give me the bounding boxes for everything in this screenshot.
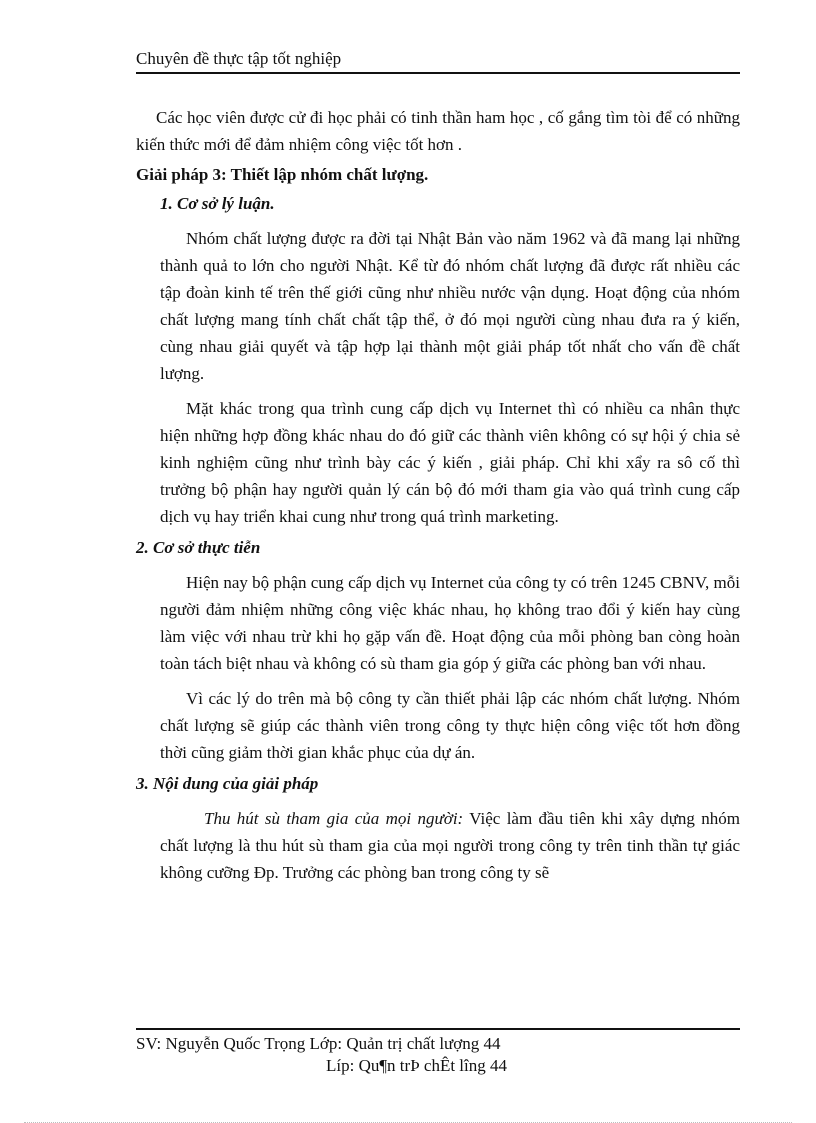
section1-paragraph-1: Nhóm chất lượng được ra đời tại Nhật Bản vào năm 1962 và đã mang lại những thành quả to lớn cho người Nhật. Kể từ đó nhóm chất lượng đã được rất nhiều các tập đoàn kinh tế trên thế giới cũng như nhiều nước vận dụng. Hoạt động của nhóm chất lượng mang tính chất chất tập thể, ở đó mọi người cùng nhau đưa ra ý kiến, cùng nhau giải quyết và tập hợp lại thành một giải pháp tốt nhất cho vấn đề chất lượng. — [160, 229, 740, 383]
section2-heading: 2. Cơ sở thực tiễn — [136, 538, 261, 557]
footer-rule — [136, 1028, 740, 1030]
section3-paragraph-1 — [136, 805, 740, 886]
footer-student-line: SV: Nguyễn Quốc Trọng Lớp: Quản trị chất lượng 44 — [136, 1034, 501, 1053]
section1-heading: 1. Cơ sở lý luận. — [160, 194, 275, 213]
section3-lead: Thu hút sù tham gia của mọi người: — [204, 809, 464, 828]
intro-paragraph: Các học viên được cử đi học phải có tinh thần ham học , cố gắng tìm tòi để có những kiến thức mới để đảm nhiệm công việc tốt hơn . — [136, 108, 740, 154]
page-header-title: Chuyên đề thực tập tốt nghiệp — [136, 49, 342, 68]
section1-paragraph-2: Mặt khác trong qua trình cung cấp dịch vụ Internet thì có nhiều ca nhân thực hiện những hợp đồng khác nhau do đó giữ các thành viên không có sự hội ý chia sẻ kinh nghiệm cũng như trình bày các ý kiến , giải pháp. Chỉ khi xẩy ra sô cố thì trưởng bộ phận hay người quản lý cán bộ đó mới tham gia vào quá trình cung cấp dịch vụ hay triển khai cung như trong quá trình marketing. — [160, 399, 740, 526]
section2-paragraph-2: Vì các lý do trên mà bộ công ty cần thiết phải lập các nhóm chất lượng. Nhóm chất lượng sẽ giúp các thành viên trong công ty thực hiện công việc tốt hơn đồng thời cũng giảm thời gian khắc phục của dự án. — [160, 689, 740, 762]
section3-heading: 3. Nội dung của giải pháp — [136, 774, 319, 793]
solution-heading: Giải pháp 3: Thiết lập nhóm chất lượng. — [136, 165, 429, 184]
footer-class-line: Líp: Qu¶n trÞ chÊt lîng 44 — [326, 1056, 507, 1075]
section3-body: Việc làm đầu tiên khi xây dựng nhóm chất lượng là thu hút sù tham gia của mọi người trong công ty trên tinh thần tự giác không cưỡng Đp. Trưởng các phòng ban trong công ty sẽ — [160, 809, 741, 882]
header-rule — [136, 72, 740, 74]
document-body — [136, 104, 740, 886]
section2-paragraph-1: Hiện nay bộ phận cung cấp dịch vụ Internet của công ty có trên 1245 CBNV, mỗi người đảm nhiệm những công việc khác nhau, họ không trao đổi ý kiến hay cùng làm việc với nhau trừ khi họ gặp vấn đề. Hoạt động của mỗi phòng ban còng hoàn toàn tách biệt nhau và không có sù tham gia góp ý giữa các phòng ban với nhau. — [160, 573, 740, 673]
